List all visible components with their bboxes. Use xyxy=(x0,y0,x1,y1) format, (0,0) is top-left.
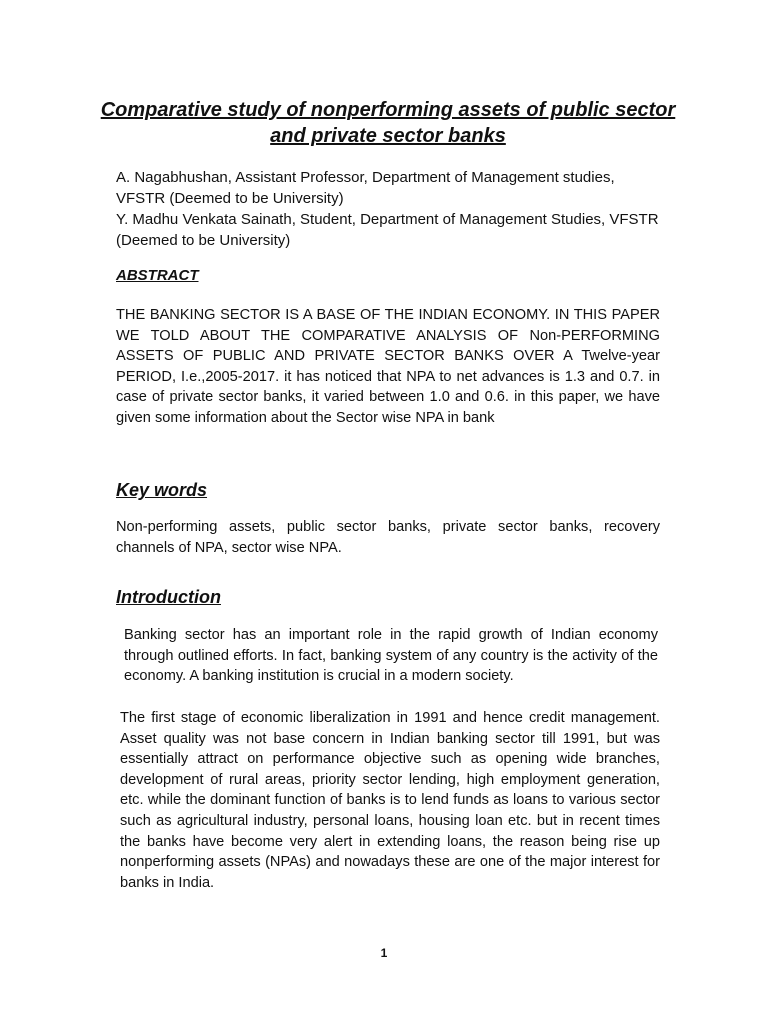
page-number: 1 xyxy=(380,946,388,960)
keywords-text: Non-performing assets, public sector banks, private sector banks, recovery channels of NPA, sector wise NPA. xyxy=(116,519,660,556)
introduction-paragraph-1: Banking sector has an important role in the rapid growth of Indian economy through outlined efforts. In fact, banking system of any country is the activity of the economy. A banking institution is crucial in a modern society. xyxy=(124,627,658,685)
abstract-heading: ABSTRACT xyxy=(116,267,199,284)
abstract-text: THE BANKING SECTOR IS A BASE OF THE INDIAN ECONOMY. IN THIS PAPER WE TOLD ABOUT THE COMPARATIVE ANALYSIS OF Non-PERFORMING ASSETS OF PUBLIC AND PRIVATE SECTOR BANKS OVER A Twelve-year PERIOD, I.e.,2005-2017. it has noticed that NPA to net advances is 1.3 and 0.7. in case of private sector banks, it varied between 1.0 and 0.6. in this paper, we have given some information about the Sector wise NPA in bank xyxy=(116,307,660,426)
introduction-paragraph-2: The first stage of economic liberalization in 1991 and hence credit management. Asset quality was not base concern in Indian banking sector till 1991, but was essentially attract on performance objective such as opening wide branches, development of rural areas, priority sector lending, high employment generation, etc. while the dominant function of banks is to lend funds as loans to various sector such as agricultural industry, personal loans, housing loan etc. but in recent times the banks have become very alert in extending loans, the reason being rise up nonperforming assets (NPAs) and nowadays these are one of the major interest for banks in India. xyxy=(120,710,660,891)
author-2: Y. Madhu Venkata Sainath, Student, Department of Management Studies, VFSTR (Deemed to be University) xyxy=(116,211,659,249)
paper-title: Comparative study of nonperforming assets of public sector and private sector banks xyxy=(100,99,676,147)
introduction-heading: Introduction xyxy=(116,587,221,607)
author-list xyxy=(116,167,664,251)
keywords-heading: Key words xyxy=(116,480,208,500)
author-1: A. Nagabhushan, Assistant Professor, Department of Management studies, VFSTR (Deemed to be University) xyxy=(116,169,615,207)
